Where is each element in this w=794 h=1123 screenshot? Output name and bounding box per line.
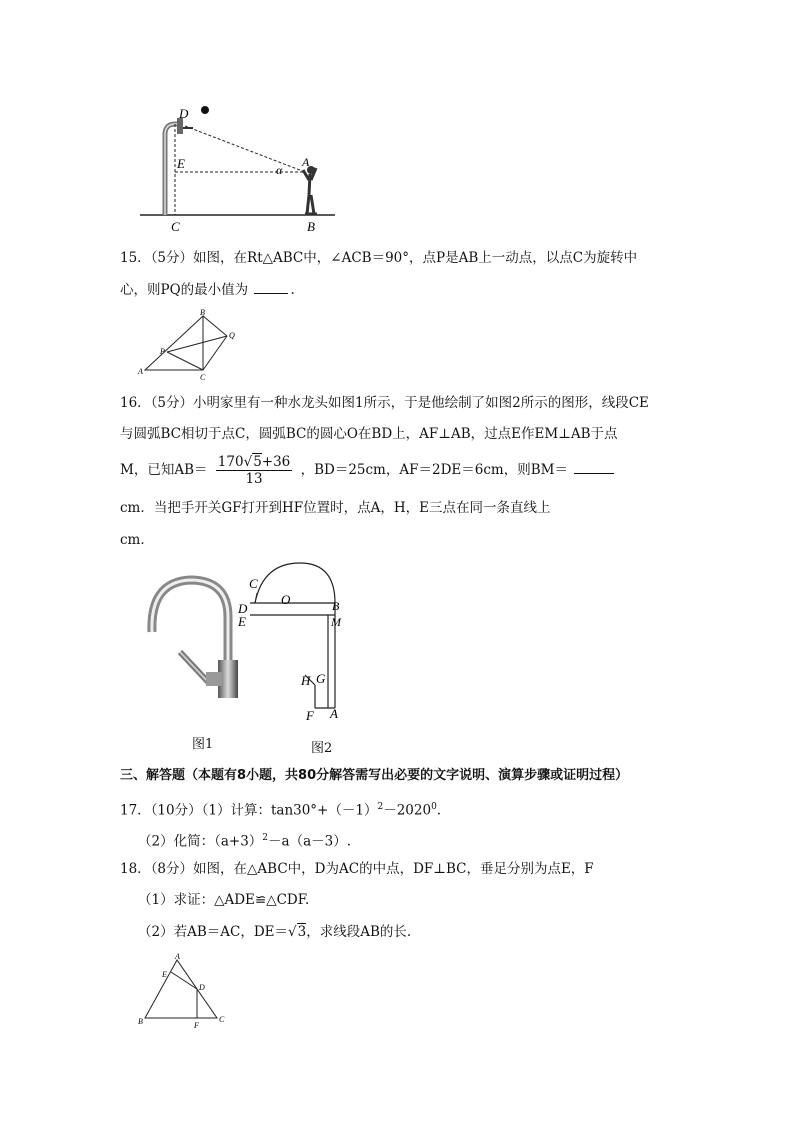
q15-score: （5分） <box>150 250 194 266</box>
fig16-label-b: B <box>332 599 340 613</box>
q15-text1: 如图，在Rt△ABC中，∠ACB＝90°，点P是AB上一动点，以点C为旋转中 <box>193 250 638 266</box>
q16-text3-post: ，BD＝25cm，AF＝2DE＝6cm，则BM＝ <box>300 462 568 478</box>
basketball-figure <box>135 100 345 235</box>
q16-fraction: $\frac{170√5+36}{13}$ <box>217 454 291 487</box>
q18-text1: 如图，在△ABC中，D为AC的中点，DF⊥BC，垂足分别为点E，F <box>193 861 594 877</box>
q16-score: （5分） <box>150 395 194 411</box>
fig16-label-o: O <box>281 592 291 607</box>
q15-answer-blank[interactable] <box>254 281 288 294</box>
faucet-diagram <box>235 560 355 730</box>
fig16-label-g: G <box>316 671 326 686</box>
q17-part2 <box>138 828 351 852</box>
fig15-label-q: Q <box>229 331 235 340</box>
q18-part2: （2）若AB＝AC，DE＝√3，求线段AB的长. <box>138 924 412 940</box>
fig15-label-a: A <box>138 367 143 376</box>
q18-figure <box>135 952 235 1032</box>
q16-number: 16． <box>120 395 151 411</box>
q15-line1 <box>120 248 637 268</box>
fig18-label-c: C <box>219 1015 225 1024</box>
q15-line2 <box>120 280 295 300</box>
fig16-label-m: M <box>331 615 341 629</box>
fig18-label-a: A <box>175 952 180 961</box>
fig1-caption: 图1 <box>192 737 214 752</box>
fig18-label-f: F <box>194 1021 199 1030</box>
fig16-label-h: H <box>301 673 311 688</box>
q17-part2-pre: （2）化简：（a+3） <box>138 833 263 850</box>
fig16-label-a: A <box>330 706 338 721</box>
fig15-label-b: B <box>200 308 205 317</box>
fig18-label-b: B <box>138 1017 143 1026</box>
fig16-label-d: D <box>238 601 248 616</box>
frac-den: 13 <box>245 471 263 487</box>
q16-line3 <box>120 452 616 488</box>
q16-text5: cm． <box>120 532 154 548</box>
q18-part2-root: 3 <box>297 924 307 940</box>
q17-score: （10分） <box>150 802 202 819</box>
q15-figure <box>135 308 235 383</box>
frac-num-b: +36 <box>261 454 291 470</box>
q16-text4: cm．当把手开关GF打开到HF位置时，点A，H，E三点在同一条直线上 <box>120 500 551 516</box>
q17-part1-post: . <box>436 802 442 819</box>
fig2-caption: 图2 <box>311 741 333 756</box>
q17-part2-exp: 2 <box>262 833 269 843</box>
frac-num-a: 170 <box>217 454 244 470</box>
faucet-photo <box>140 572 240 702</box>
q18-score: （8分） <box>150 861 194 877</box>
fig16-label-e: E <box>238 614 246 629</box>
label-a: A <box>302 155 310 169</box>
q16-text1: 小明家里有一种水龙头如图1所示，于是他绘制了如图2所示的图形，线段CE <box>193 395 649 411</box>
fig18-label-e: E <box>162 970 167 979</box>
q17-part2-post: －a（a－3）. <box>268 833 352 850</box>
person-figure <box>303 166 317 214</box>
q18-part2-pre: （2）若AB＝AC，DE＝ <box>138 924 289 940</box>
q16-line2 <box>120 424 618 444</box>
label-alpha: α <box>276 163 283 177</box>
q17-part1-mid: －2020 <box>383 802 432 819</box>
label-e: E <box>177 156 185 171</box>
q16-line4 <box>120 498 551 518</box>
q18-line1 <box>120 859 594 879</box>
fig15-label-p: P <box>160 347 165 356</box>
q15-text2: 心，则PQ的最小值为 <box>120 282 249 298</box>
q16-line5 <box>120 530 154 550</box>
label-d: D <box>179 106 189 121</box>
frac-num-root: 5 <box>253 454 262 470</box>
label-b: B <box>307 219 315 234</box>
q17-part1 <box>120 797 441 821</box>
q17-exp1: 2 <box>377 802 384 812</box>
q16-text2: 与圆弧BC相切于点C，圆弧BC的圆心O在BD上，AF⊥AB，过点E作EM⊥AB于点 <box>120 426 618 442</box>
fig16-label-f: F <box>306 708 314 723</box>
fig15-label-c: C <box>200 373 206 382</box>
q15-text2-post: . <box>290 282 295 298</box>
q16-answer-blank-1[interactable] <box>574 461 614 474</box>
q16-text3-pre: M，已知AB＝ <box>120 462 208 478</box>
section3-title: 三、解答题（本题有8小题，共80分解答需写出必要的文字说明、演算步骤或证明过程） <box>120 768 629 783</box>
q18-part2-post: ，求线段AB的长. <box>306 924 412 940</box>
q17-part1-pre: （1）计算：tan30°+（－1） <box>201 802 378 819</box>
q18-part1: （1）求证：△ADE≌△CDF. <box>138 892 310 908</box>
fig18-label-d: D <box>199 983 205 992</box>
q17-number: 17． <box>120 802 151 819</box>
fig16-label-c: C <box>249 576 258 591</box>
q15-number: 15． <box>120 250 151 266</box>
q16-line1 <box>120 393 649 413</box>
q17-exp2: 0 <box>431 802 437 812</box>
q18-number: 18． <box>120 861 151 877</box>
label-c: C <box>171 219 180 234</box>
